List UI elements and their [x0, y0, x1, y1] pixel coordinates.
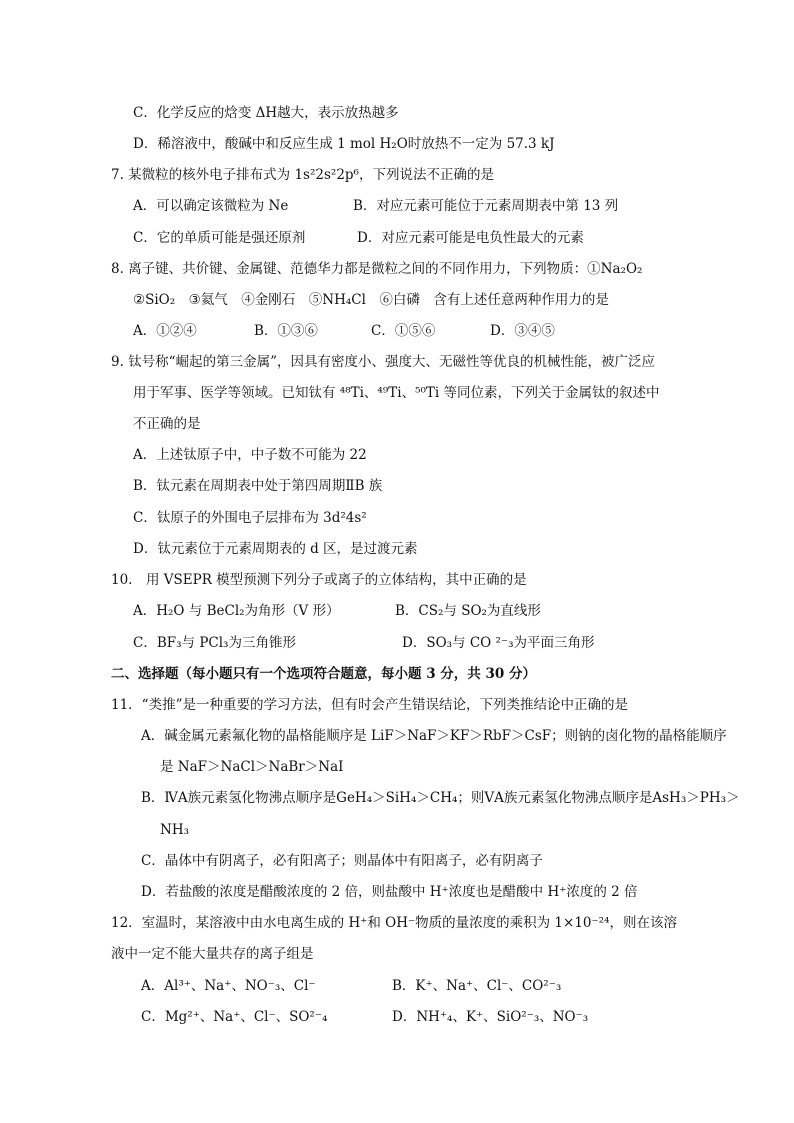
q8-stem-line1: 8. 离子键、共价键、金属键、范德华力都是微粒之间的不同作用力，下列物质：①Na₂O₂ [111, 261, 643, 277]
q11-option-c: C．晶体中有阴离子，必有阳离子；则晶体中有阳离子，必有阴离子 [141, 853, 543, 869]
q7-option-a: A．可以确定该微粒为 Ne [133, 198, 289, 214]
q9-option-b: B．钛元素在周期表中处于第四周期ⅡB 族 [133, 478, 383, 494]
q9-option-d: D．钛元素位于元素周期表的 d 区，是过渡元素 [133, 541, 418, 557]
q11-option-b-line2: NH₃ [160, 822, 189, 838]
q8-option-d: D．③④⑤ [490, 323, 555, 339]
q10-option-c: C．BF₃与 PCl₃为三角锥形 [133, 635, 296, 651]
q10-option-a: A．H₂O 与 BeCl₂为角形（V 形） [133, 603, 340, 619]
q10-option-d: D．SO₃与 CO ²⁻₃为平面三角形 [402, 635, 595, 651]
q8-option-a: A．①②④ [133, 323, 197, 339]
q12-stem-line2: 液中一定不能大量共存的离子组是 [111, 946, 314, 962]
q9-stem-line2: 用于军事、医学等领域。已知钛有 ⁴⁸Ti、⁴⁹Ti、⁵⁰Ti 等同位素，下列关于金属钛的叙述中 [133, 385, 660, 401]
q12-option-a: A．Al³⁺、Na⁺、NO⁻₃、Cl⁻ [141, 978, 316, 994]
q12-option-c: C．Mg²⁺、Na⁺、Cl⁻、SO²⁻₄ [141, 1009, 328, 1025]
q11-option-a-line2: 是 NaF＞NaCl＞NaBr＞NaI [160, 759, 344, 775]
q12-option-b: B．K⁺、Na⁺、Cl⁻、CO²⁻₃ [392, 978, 562, 994]
q11-option-d: D．若盐酸的浓度是醋酸浓度的 2 倍，则盐酸中 H⁺浓度也是醋酸中 H⁺浓度的 2 倍 [141, 884, 638, 900]
q7-option-b: B．对应元素可能位于元素周期表中第 13 列 [353, 198, 619, 214]
q12-option-d: D．NH⁺₄、K⁺、SiO²⁻₃、NO⁻₃ [392, 1009, 589, 1025]
q11-stem: 11．“类推”是一种重要的学习方法，但有时会产生错误结论，下列类推结论中正确的是 [111, 697, 628, 713]
q11-option-b-line1: B．ⅣA族元素氢化物沸点顺序是GeH₄＞SiH₄＞CH₄；则ⅤA族元素氢化物沸点顺序是AsH₃＞PH₃＞ [141, 790, 740, 806]
q9-option-c: C．钛原子的外围电子层排布为 3d²4s² [133, 510, 367, 526]
q6-option-d: D．稀溶液中，酸碱中和反应生成 1 mol H₂O时放热不一定为 57.3 kJ [133, 136, 555, 152]
q8-stem-line2: ②SiO₂ ③氦气 ④金刚石 ⑤NH₄Cl ⑥白磷 含有上述任意两种作用力的是 [133, 292, 609, 308]
q11-option-a-line1: A．碱金属元素氟化物的晶格能顺序是 LiF＞NaF＞KF＞RbF＞CsF；则钠的卤化物的晶格能顺序 [141, 728, 727, 744]
q9-stem-line1: 9. 钛号称“崛起的第三金属”，因具有密度小、强度大、无磁性等优良的机械性能，被广泛应 [111, 354, 655, 370]
q12-stem-line1: 12．室温时，某溶液中由水电离生成的 H⁺和 OH⁻物质的量浓度的乘积为 1×10⁻²⁴，则在该溶 [111, 915, 677, 931]
q9-stem-line3: 不正确的是 [133, 416, 201, 432]
q8-option-b: B．①③⑥ [254, 323, 318, 339]
q7-option-d: D．对应元素可能是电负性最大的元素 [357, 230, 584, 246]
q10-option-b: B．CS₂与 SO₂为直线形 [395, 603, 541, 619]
q6-option-c: C．化学反应的焓变 ΔH越大，表示放热越多 [133, 105, 399, 121]
q8-option-c: C．①⑤⑥ [371, 323, 436, 339]
q7-option-c: C．它的单质可能是强还原剂 [133, 230, 306, 246]
section-heading: 二、选择题（每小题只有一个选项符合题意，每小题 3 分，共 30 分） [111, 666, 536, 682]
q9-option-a: A．上述钛原子中，中子数不可能为 22 [133, 447, 367, 463]
q7-stem: 7. 某微粒的核外电子排布式为 1s²2s²2p⁶，下列说法不正确的是 [111, 167, 494, 183]
q10-stem: 10. 用 VSEPR 模型预测下列分子或离子的立体结构，其中正确的是 [111, 572, 527, 588]
